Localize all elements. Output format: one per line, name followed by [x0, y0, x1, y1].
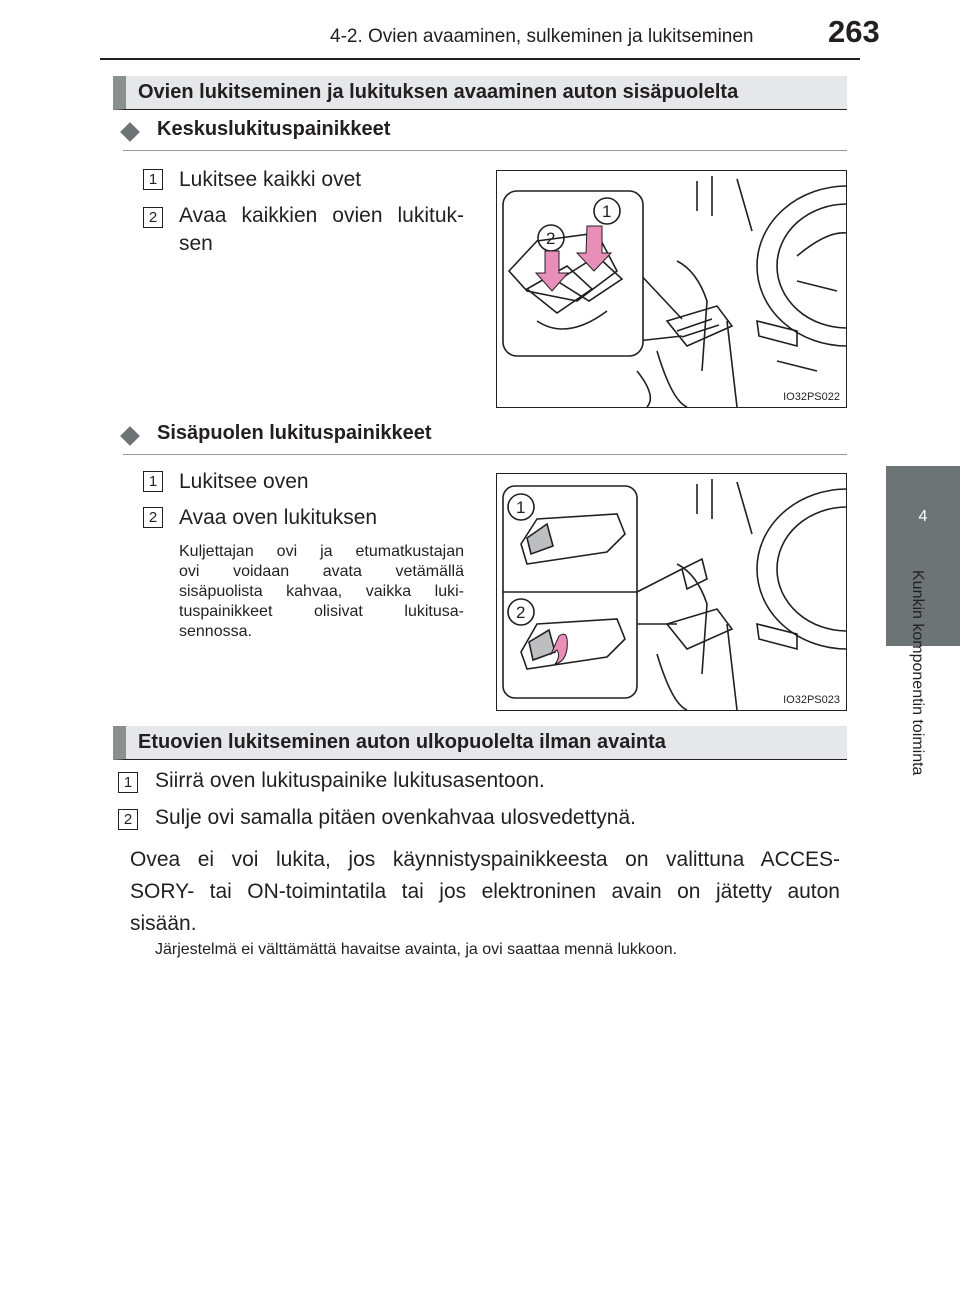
diamond-bullet-icon — [120, 122, 140, 142]
step-text: Sulje ovi samalla pitäen ovenkahvaa ulosvedettynä. — [155, 806, 636, 829]
figure-illustration — [497, 171, 846, 407]
figure-central-lock-switch — [496, 170, 847, 408]
subheading-inside-lock — [123, 420, 847, 455]
item-text: Lukitsee kaikki ovet — [179, 168, 362, 191]
item-number: 1 — [143, 471, 163, 492]
diamond-bullet-icon — [120, 426, 140, 446]
figure-inside-lock-buttons — [496, 473, 847, 711]
figure-label: IO32PS023 — [783, 694, 840, 706]
item-text: Avaa kaikkien ovien lukituk- — [179, 204, 464, 227]
item-text-cont: sen — [179, 232, 213, 255]
step-number: 1 — [118, 772, 138, 793]
inside-lock-note: Kuljettajan ovi ja etumatkustajan ovi voidaan avata vetämällä sisäpuolista kahvaa, vaikka luki- tuspainikkeet olisivat lukitusa- sennossa. — [179, 543, 464, 640]
key-detection-note: Järjestelmä ei välttämättä havaitse avainta, ja ovi saattaa mennä lukkoon. — [155, 941, 678, 958]
step-text: Siirrä oven lukituspainike lukitusasentoon. — [155, 769, 545, 792]
figure-label: IO32PS022 — [783, 391, 840, 403]
subheading-text: Keskuslukituspainikkeet — [157, 118, 391, 140]
callout-number: 2 — [546, 229, 556, 248]
chapter-tab-number: 4 — [918, 508, 928, 525]
item-number: 1 — [143, 169, 163, 190]
chapter-tab-label: Kunkin komponentin toiminta — [909, 570, 926, 776]
section-heading-text: Etuovien lukitseminen auton ulkopuolelta ilman avainta — [138, 731, 666, 753]
header-rule — [100, 58, 860, 60]
section-heading-inside — [113, 76, 847, 110]
item-number: 2 — [143, 507, 163, 528]
subheading-text: Sisäpuolen lukituspainikkeet — [157, 422, 432, 444]
callout-number: 2 — [516, 603, 526, 622]
figure-illustration — [497, 474, 846, 710]
section-heading-text: Ovien lukitseminen ja lukituksen avaaminen auton sisäpuolelta — [138, 81, 739, 103]
item-text: Avaa oven lukituksen — [179, 506, 378, 529]
callout-number: 1 — [602, 202, 612, 221]
page-number: 263 — [828, 14, 880, 49]
chapter-title: 4-2. Ovien avaaminen, sulkeminen ja lukitseminen — [330, 26, 754, 47]
callout-number: 1 — [516, 498, 526, 517]
item-number: 2 — [143, 207, 163, 228]
section-heading-outside — [113, 726, 847, 760]
subheading-central-lock — [123, 116, 847, 151]
item-text: Lukitsee oven — [179, 470, 309, 493]
step-number: 2 — [118, 809, 138, 830]
lock-condition-paragraph: Ovea ei voi lukita, jos käynnistyspainikkeesta on valittuna ACCES- SORY- tai ON-toimintatila tai jos elektroninen avain on jätetty auton sisään. — [130, 848, 840, 935]
